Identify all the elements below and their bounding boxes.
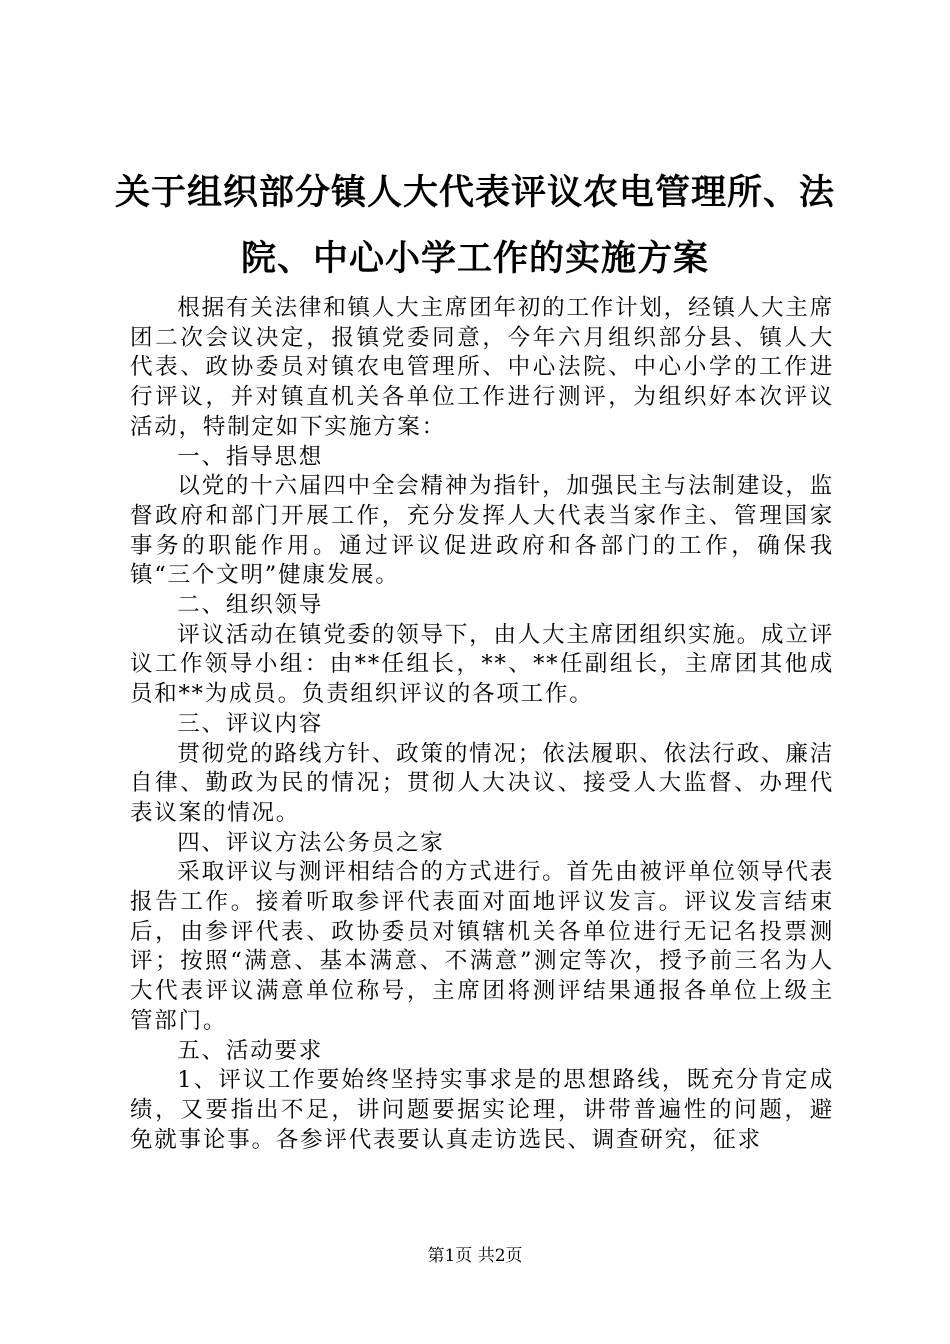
page-footer: 第1页 共2页 [427,1246,523,1266]
document-title [110,160,840,292]
leadership-paragraph: 评议活动在镇党委的领导下，由人大主席团组织实施。成立评议工作领导小组：由**任组长，**、**任副组长，主席团其他成员和**为成员。负责组织评议的各项工作。 [130,621,834,708]
section-heading-requirements: 五、活动要求 [177,1037,324,1064]
document-body [130,294,834,1155]
guiding-thought-paragraph: 以党的十六届四中全会精神为指针，加强民主与法制建设，监督政府和部门开展工作，充分发挥人大代表当家作主、管理国家事务的职能作用。通过评议促进政府和各部门的工作，确保我镇“三个文明”健康发展。 [130,473,834,589]
intro-paragraph: 根据有关法律和镇人大主席团年初的工作计划，经镇人大主席团二次会议决定，报镇党委同意，今年六月组织部分县、镇人大代表、政协委员对镇农电管理所、中心法院、中心小学的工作进行评议，并对镇直机关各单位工作进行测评，为组织好本次评议活动，特制定如下实施方案： [130,295,834,440]
title-line-1: 关于组织部分镇人大代表评议农电管理所、法 [114,172,835,213]
method-paragraph: 采取评议与测评相结合的方式进行。首先由被评单位领导代表报告工作。接着听取参评代表面对面地评议发言。评议发言结束后，由参评代表、政协委员对镇辖机关各单位进行无记名投票测评；按照“满意、基本满意、不满意”测定等次，授予前三名为人大代表评议满意单位称号，主席团将测评结果通报各单位上级主管部门。 [130,859,834,1034]
requirements-paragraph-1: 1、评议工作要始终坚持实事求是的思想路线，既充分肯定成绩，又要指出不足，讲问题要据实论理，讲带普遍性的问题，避免就事论事。各参评代表要认真走访选民、调查研究，征求 [130,1067,834,1153]
section-heading-guiding-thought: 一、指导思想 [177,443,324,470]
section-heading-content: 三、评议内容 [177,710,324,737]
content-paragraph: 贯彻党的路线方针、政策的情况；依法履职、依法行政、廉洁自律、勤政为民的情况；贯彻人大决议、接受人大监督、办理代表议案的情况。 [130,740,834,826]
section-heading-leadership: 二、组织领导 [177,592,324,619]
title-line-2: 院、中心小学工作的实施方案 [240,238,709,279]
section-heading-method: 四、评议方法公务员之家 [177,829,445,856]
